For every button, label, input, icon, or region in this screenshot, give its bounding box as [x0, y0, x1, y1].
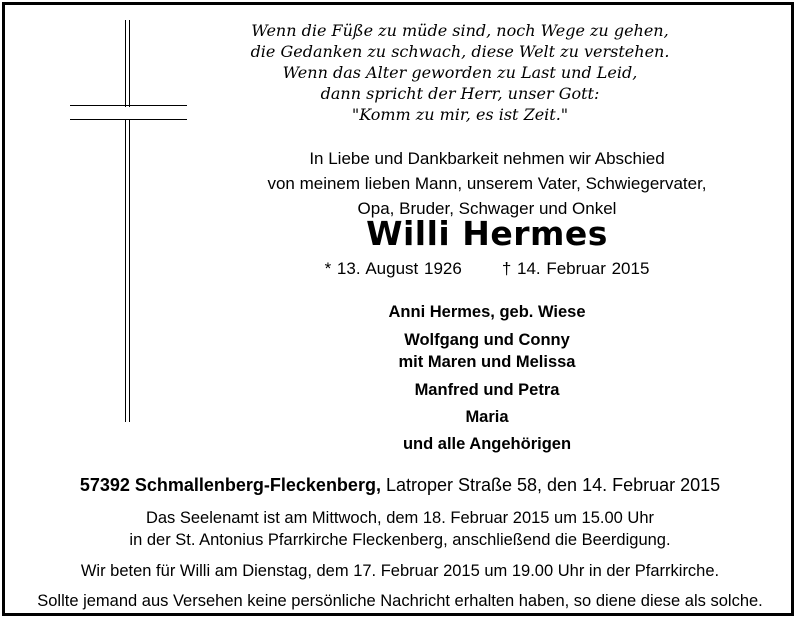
- deceased-name: Willi Hermes: [366, 214, 608, 253]
- address-place: 57392 Schmallenberg-Fleckenberg,: [79, 475, 381, 495]
- poem-line: die Gedanken zu schwach, diese Welt zu verstehen.: [250, 42, 670, 61]
- family-daughter: Maria: [465, 408, 509, 426]
- poem-line: dann spricht der Herr, unser Gott:: [320, 84, 600, 103]
- poem-line: "Komm zu mir, es ist Zeit.": [351, 105, 569, 124]
- family-wife: Anni Hermes, geb. Wiese: [388, 303, 586, 321]
- requiem-line-2: in der St. Antonius Pfarrkirche Fleckenberg, anschließend die Beerdigung.: [129, 531, 671, 549]
- family-son2: Manfred und Petra: [414, 381, 560, 399]
- family-grandchildren: mit Maren und Melissa: [398, 353, 576, 371]
- intro-line: In Liebe und Dankbarkeit nehmen wir Abschied: [309, 149, 665, 168]
- requiem-line-1: Das Seelenamt ist am Mittwoch, dem 18. Februar 2015 um 15.00 Uhr: [145, 509, 655, 527]
- prayer-line: Wir beten für Willi am Dienstag, dem 17. Februar 2015 um 19.00 Uhr in der Pfarrkirche.: [80, 562, 720, 580]
- address-rest: Latroper Straße 58, den 14. Februar 2015: [380, 475, 721, 495]
- family-son1: Wolfgang und Conny: [404, 331, 570, 349]
- address-line: [20, 472, 780, 498]
- poem: [196, 20, 724, 125]
- death-date: † 14. Februar 2015: [501, 259, 650, 278]
- poem-line: Wenn die Füße zu müde sind, noch Wege zu gehen,: [251, 21, 669, 40]
- intro: [196, 146, 778, 221]
- birth-date: * 13. August 1926: [324, 259, 462, 278]
- poem-line: Wenn das Alter geworden zu Last und Leid,: [282, 63, 638, 82]
- life-dates: [196, 257, 778, 281]
- notice-line: Sollte jemand aus Versehen keine persönliche Nachricht erhalten haben, so diene diese als solche.: [37, 592, 763, 610]
- intro-line: Opa, Bruder, Schwager und Onkel: [357, 199, 617, 218]
- intro-line: von meinem lieben Mann, unserem Vater, Schwiegervater,: [267, 174, 707, 193]
- family-relatives: und alle Angehörigen: [402, 435, 572, 453]
